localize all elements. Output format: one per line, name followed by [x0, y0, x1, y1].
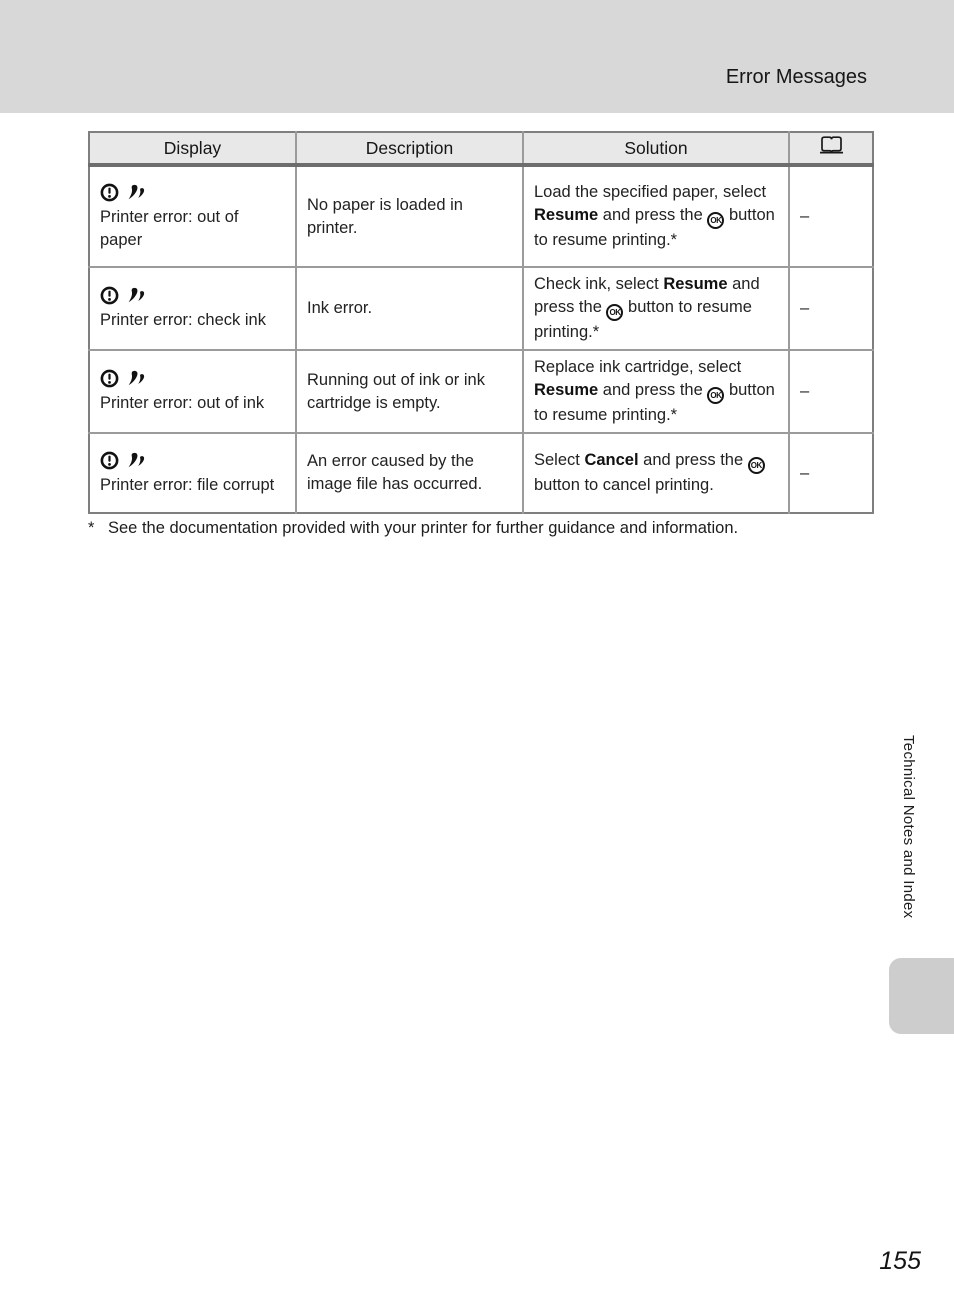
- display-label: Printer error: out of ink: [100, 394, 265, 412]
- display-cell: [89, 165, 296, 267]
- alert-circle-icon: [100, 369, 119, 388]
- solution-cell: Replace ink cartridge, select Resume and press the OK button to resume printing.*: [523, 350, 789, 433]
- display-label: Printer error: file corrupt: [100, 475, 275, 494]
- description-cell: No paper is loaded in printer.: [296, 165, 523, 267]
- footnote-marker: *: [88, 519, 95, 537]
- description-cell: An error caused by the image file has occurred.: [296, 433, 523, 513]
- table-row: [89, 165, 873, 267]
- chapter-side-tab: [889, 958, 954, 1034]
- solution-cell: Load the specified paper, select Resume and press the OK button to resume printing.*: [523, 165, 789, 267]
- footnote: [88, 516, 878, 540]
- solution-cell: Check ink, select Resume and press the OK button to resume printing.*: [523, 267, 789, 350]
- ok-button-icon: OK: [707, 212, 724, 229]
- ok-button-icon: OK: [748, 457, 765, 474]
- reference-cell: –: [789, 350, 873, 433]
- book-icon: [819, 139, 844, 159]
- reference-cell: –: [789, 433, 873, 513]
- description-cell: Ink error.: [296, 267, 523, 350]
- page-header-band: [0, 0, 954, 113]
- table-header-row: [89, 132, 873, 165]
- printer-error-icon: [100, 183, 285, 203]
- ink-drops-icon: [125, 369, 146, 388]
- display-cell: [89, 433, 296, 513]
- display-label: Printer error: out of paper: [100, 207, 239, 249]
- footnote-text: See the documentation provided with your printer for further guidance and information.: [108, 519, 739, 537]
- ink-drops-icon: [125, 286, 146, 305]
- table-row: [89, 267, 873, 350]
- printer-error-icon: [100, 369, 285, 389]
- reference-cell: –: [789, 165, 873, 267]
- alert-circle-icon: [100, 286, 119, 305]
- page-number: 155: [879, 1247, 921, 1275]
- alert-circle-icon: [100, 183, 119, 202]
- chapter-sidebar-label: Technical Notes and Index: [900, 735, 917, 919]
- display-cell: [89, 350, 296, 433]
- table-row: [89, 350, 873, 433]
- column-header-description: Description: [296, 132, 523, 165]
- ink-drops-icon: [125, 183, 146, 202]
- column-header-solution: Solution: [523, 132, 789, 165]
- page-title: Error Messages: [725, 66, 867, 88]
- ok-button-icon: OK: [606, 304, 623, 321]
- display-label: Printer error: check ink: [100, 311, 266, 329]
- table-row: [89, 433, 873, 513]
- column-header-reference: [789, 132, 873, 165]
- error-messages-table-container: [88, 131, 872, 514]
- solution-cell: Select Cancel and press the OK button to cancel printing.: [523, 433, 789, 513]
- column-header-display: Display: [89, 132, 296, 165]
- error-messages-table: [88, 131, 874, 514]
- printer-error-icon: [100, 286, 285, 306]
- printer-error-icon: [100, 451, 285, 471]
- reference-cell: –: [789, 267, 873, 350]
- ok-button-icon: OK: [707, 387, 724, 404]
- description-cell: Running out of ink or ink cartridge is empty.: [296, 350, 523, 433]
- display-cell: [89, 267, 296, 350]
- alert-circle-icon: [100, 451, 119, 470]
- ink-drops-icon: [125, 451, 146, 470]
